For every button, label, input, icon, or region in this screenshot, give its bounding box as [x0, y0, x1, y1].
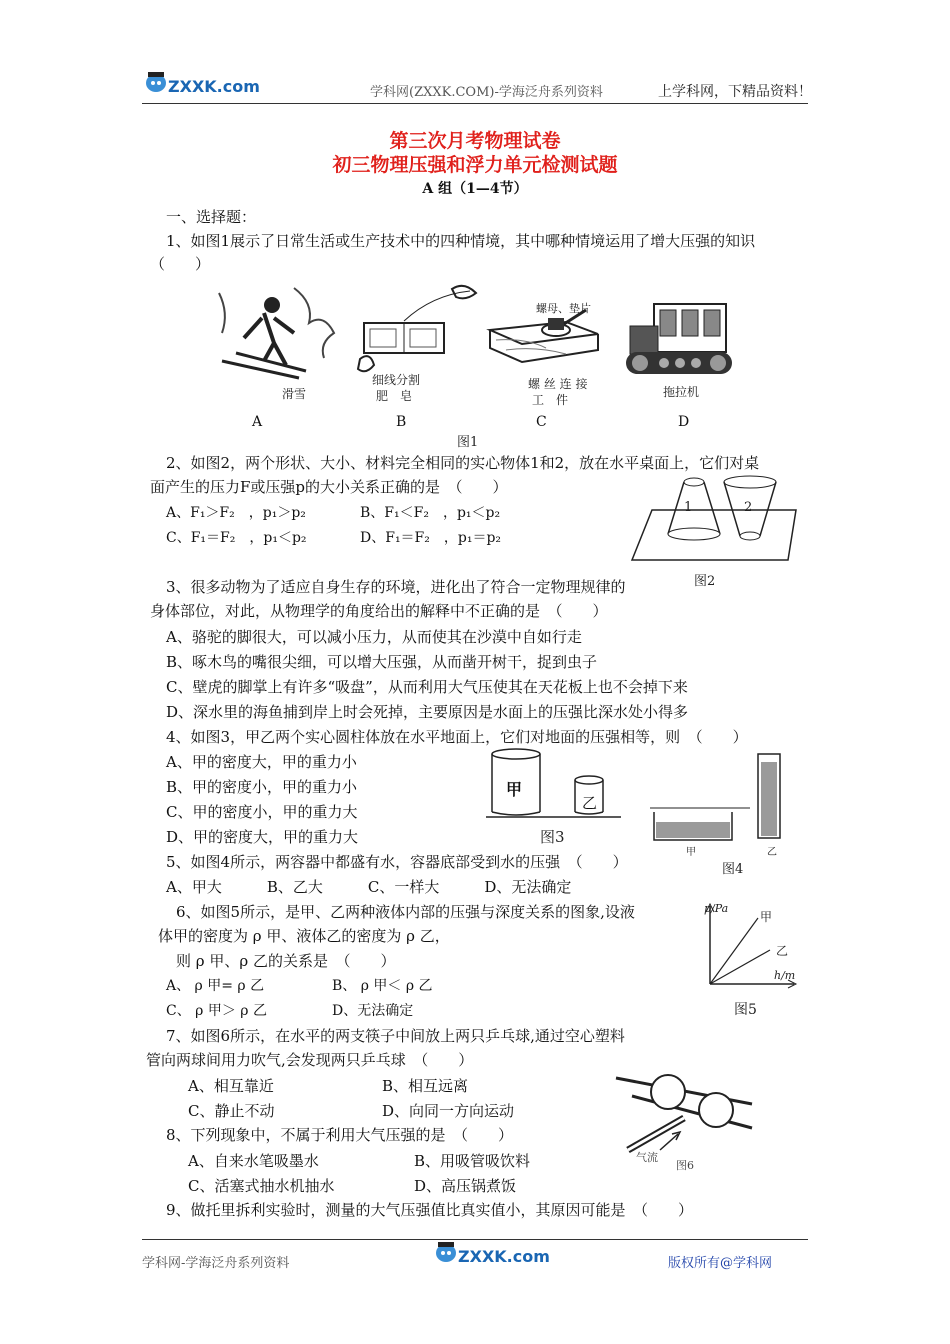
fig5-series-jia: 甲 — [760, 910, 773, 924]
fig4-jia: 甲 — [686, 847, 696, 858]
q8-opt-b: B、用吸管吸饮料 — [414, 1152, 531, 1170]
fig6-diagram — [612, 1066, 754, 1166]
footer-right[interactable]: 版权所有@学科网 — [668, 1256, 773, 1271]
q4-opt-c: C、甲的密度小，甲的重力大 — [166, 803, 358, 821]
q2-opt-b: B、F₁＜F₂ ，p₁＜p₂ — [360, 505, 501, 521]
q2-opt-d: D、F₁＝F₂ ，p₁＝p₂ — [360, 530, 502, 546]
q4-text: 4、如图3，甲乙两个实心圆柱体放在水平地面上，它们对地面的压强相等，则 （ ） — [166, 728, 748, 746]
q6-line2: 体甲的密度为 ρ 甲、液体乙的密度为 ρ 乙， — [158, 927, 450, 945]
q4-opt-d: D、甲的密度大，甲的重力大 — [166, 828, 359, 846]
header-rule — [142, 103, 808, 104]
footer-logo-text: ZXXK.com — [458, 1247, 550, 1266]
header-right: 上学科网，下精品资料！ — [658, 84, 812, 100]
q6-opt-b: B、 ρ 甲＜ ρ 乙 — [332, 978, 433, 994]
q3-line1: 3、很多动物为了适应自身生存的环境，进化出了符合一定物理规律的 — [166, 578, 626, 596]
q5-text: 5、如图4所示，两容器中都盛有水，容器底部受到水的压强 （ ） — [166, 853, 628, 871]
footer-left: 学科网-学海泛舟系列资料 — [142, 1256, 290, 1271]
q3-opt-a: A、骆驼的脚很大，可以减小压力，从而使其在沙漠中自如行走 — [166, 628, 582, 646]
soap-figure — [352, 283, 482, 383]
q1-c-top-label: 螺母、垫片 — [536, 302, 591, 315]
fig4-diagram — [650, 752, 790, 850]
q6-opt-c: C、 ρ 甲＞ ρ 乙 — [166, 1003, 267, 1019]
q9-text: 9、做托里拆利实验时，测量的大气压强值比真实值小，其原因可能是 （ ） — [166, 1201, 694, 1219]
q8-opt-a: A、自来水笔吸墨水 — [188, 1152, 319, 1170]
q3-line2: 身体部位，对此，从物理学的角度给出的解释中不正确的是 （ ） — [150, 602, 608, 620]
q8-text: 8、下列现象中，不属于利用大气压强的是 （ ） — [166, 1126, 514, 1144]
q2-fig-caption: 图2 — [694, 574, 716, 589]
footer-logo[interactable] — [432, 1240, 550, 1268]
q3-opt-c: C、壁虎的脚掌上有许多“吸盘”，从而利用大气压使其在天花板上也不会掉下来 — [166, 678, 688, 696]
fig6-airflow-label: 气流 — [636, 1151, 658, 1164]
fig2-label-1: 1 — [684, 500, 693, 515]
q1-a-label: 滑雪 — [282, 387, 307, 401]
fig5-ylabel: p/Pa — [704, 902, 729, 915]
footer-logo-icon — [432, 1240, 550, 1268]
q6-line1: 6、如图5所示，是甲、乙两种液体内部的压强与深度关系的图象,设液 — [176, 903, 635, 921]
tractor-figure — [620, 296, 738, 386]
q7-line2: 管向两球间用力吹气,会发现两只乒乓球 （ ） — [146, 1051, 474, 1069]
q1-c-letter: C — [536, 414, 547, 430]
q1-fig-caption: 图1 — [457, 435, 479, 450]
q2-line2: 面产生的压力F或压强p的大小关系正确的是 （ ） — [150, 478, 508, 496]
logo-icon — [142, 70, 260, 100]
q7-opt-d: D、向同一方向运动 — [382, 1102, 515, 1120]
q7-opt-c: C、静止不动 — [188, 1102, 275, 1120]
q6-line3: 则 ρ 甲、ρ 乙的关系是 （ ） — [176, 952, 396, 970]
q1-b-label2: 肥 皂 — [376, 389, 413, 403]
fig3-jia: 甲 — [506, 780, 523, 799]
page-title: 第三次月考物理试卷 — [389, 130, 561, 152]
q3-opt-b: B、啄木鸟的嘴很尖细，可以增大压强，从而凿开树干，捉到虫子 — [166, 653, 598, 671]
q3-opt-d: D、深水里的海鱼捕到岸上时会死掉，主要原因是水面上的压强比深水处小得多 — [166, 703, 689, 721]
q6-opt-d: D、无法确定 — [332, 1003, 414, 1019]
fig4-yi: 乙 — [767, 847, 777, 858]
logo-text: ZXXK.com — [168, 77, 260, 96]
q1-paren: （ ） — [150, 255, 211, 273]
q7-line1: 7、如图6所示，在水平的两支筷子中间放上两只乒乓球,通过空心塑料 — [166, 1027, 625, 1045]
fig5-xlabel: h/m — [774, 969, 796, 982]
q7-opt-a: A、相互靠近 — [188, 1077, 274, 1095]
q6-opt-a: A、 ρ 甲= ρ 乙 — [166, 978, 265, 994]
q1-d-letter: D — [678, 414, 690, 430]
q1-b-letter: B — [396, 414, 407, 430]
q5-options: A、甲大 B、乙大 C、一样大 D、无法确定 — [166, 878, 572, 896]
q4-fig-caption: 图3 — [540, 828, 565, 846]
q2-opt-c: C、F₁＝F₂ ，p₁＜p₂ — [166, 530, 307, 546]
q4-opt-a: A、甲的密度大，甲的重力小 — [166, 753, 357, 771]
q4-opt-b: B、甲的密度小，甲的重力小 — [166, 778, 358, 796]
header-center: 学科网(ZXXK.COM)-学海泛舟系列资料 — [370, 85, 603, 100]
fig2-diagram — [628, 468, 798, 563]
header-logo[interactable] — [142, 70, 260, 100]
fig5-series-yi: 乙 — [776, 944, 789, 958]
q7-fig-caption: 图6 — [676, 1159, 694, 1172]
q2-line1: 2、如图2，两个形状、大小、材料完全相同的实心物体1和2，放在水平桌面上，它们对桌 — [166, 454, 760, 472]
q7-opt-b: B、相互远离 — [382, 1077, 469, 1095]
q1-text: 1、如图1展示了日常生活或生产技术中的四种情境，其中哪种情境运用了增大压强的知识 — [166, 232, 756, 250]
q2-opt-a: A、F₁＞F₂ ，p₁＞p₂ — [166, 505, 306, 521]
q1-c-label2: 工 件 — [532, 393, 569, 407]
q1-c-label: 螺 丝 连 接 — [528, 377, 588, 391]
fig2-label-2: 2 — [744, 500, 753, 515]
q8-opt-d: D、高压锅煮饭 — [414, 1177, 517, 1195]
q1-d-label: 拖拉机 — [663, 385, 700, 399]
q5-fig-caption: 图4 — [722, 862, 744, 877]
q1-a-letter: A — [252, 414, 263, 430]
group-title: A 组（1—4节） — [422, 181, 528, 197]
q8-opt-c: C、活塞式抽水机抽水 — [188, 1177, 335, 1195]
q1-b-label: 细线分割 — [372, 373, 421, 387]
fig3-yi: 乙 — [582, 794, 598, 812]
page-subtitle: 初三物理压强和浮力单元检测试题 — [332, 154, 618, 176]
ski-figure — [214, 283, 344, 383]
section-heading: 一、选择题： — [166, 208, 257, 226]
q6-fig-caption: 图5 — [734, 1002, 757, 1018]
